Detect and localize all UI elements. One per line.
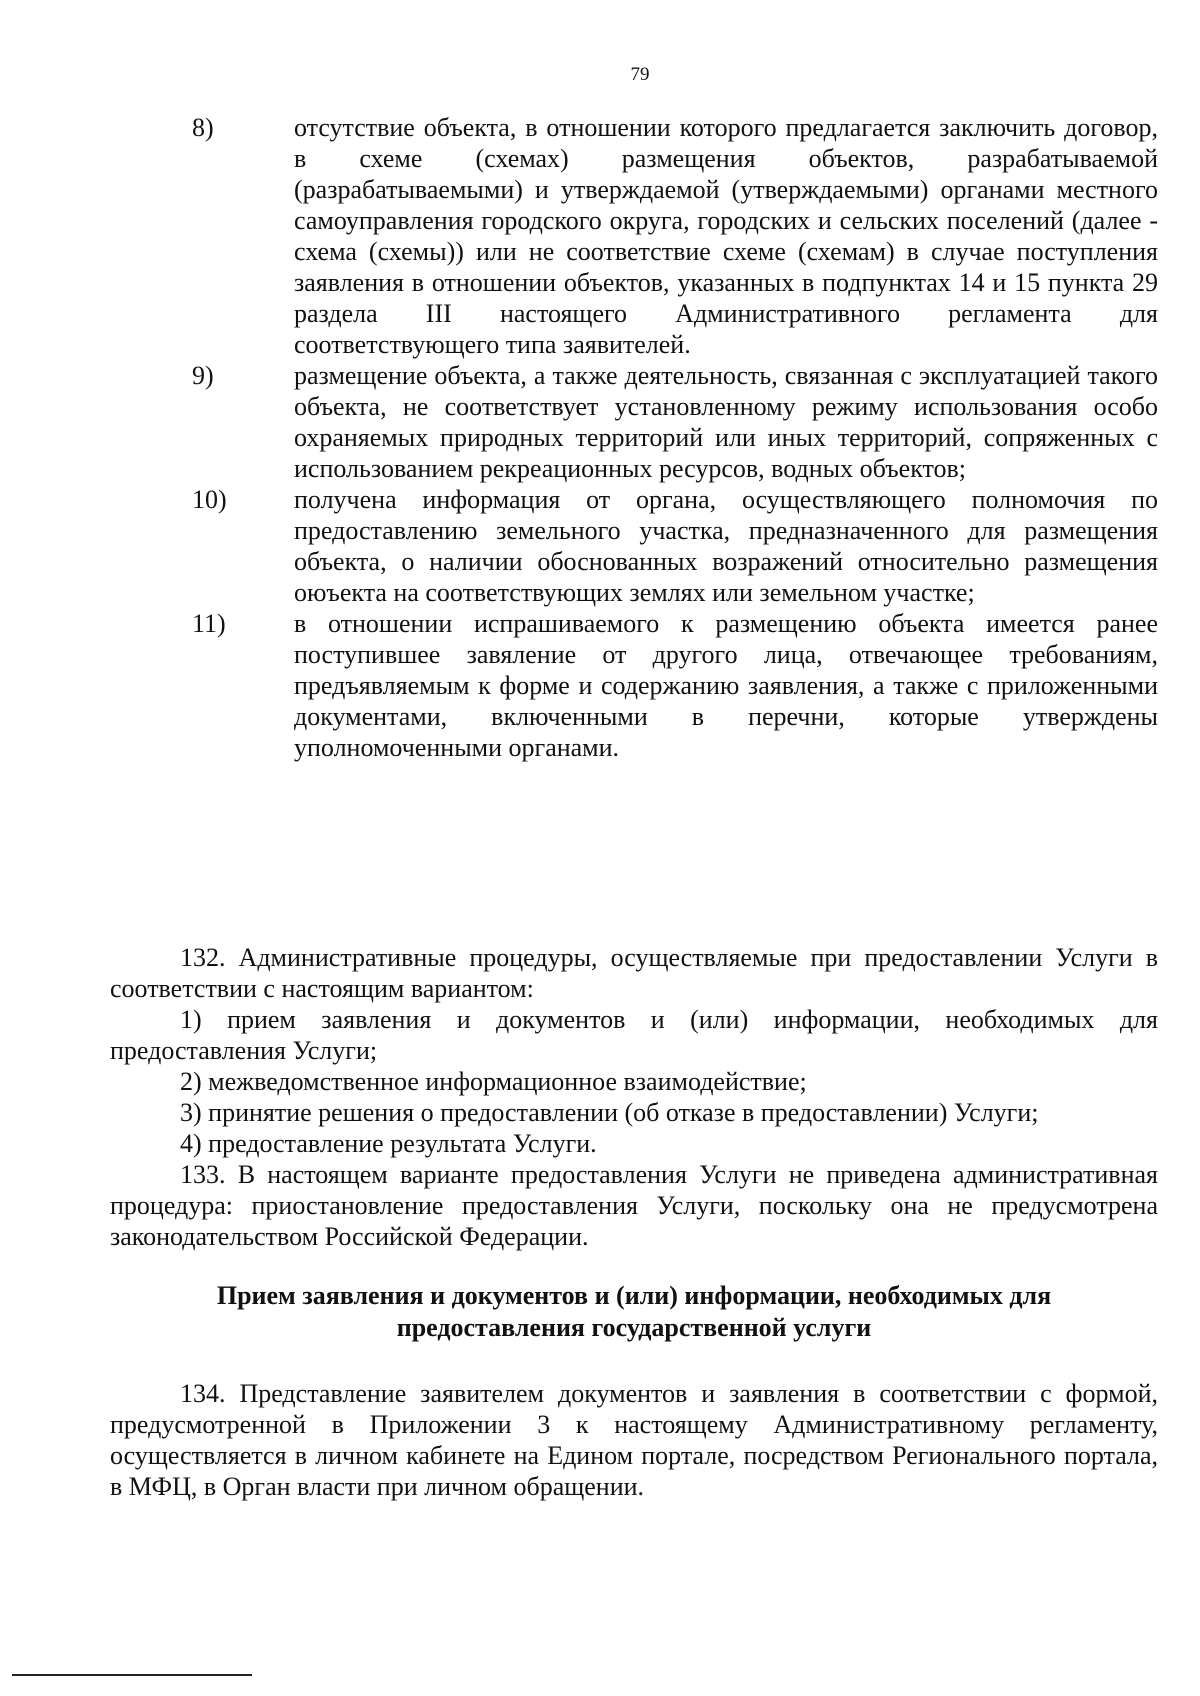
procedure-item-4: 4) предоставление результата Услуги. — [180, 1129, 597, 1158]
list-item — [192, 608, 1158, 763]
list-item — [192, 484, 1158, 608]
list-item — [192, 112, 1158, 360]
list-item-text: отсутствие объекта, в отношении которого предлагается заключить договор, в схеме (схемах) размещения объектов, разрабатываемой (разрабатываемыми) и утверждаемой (утверждаемыми) органами местного самоуправления городского округа, городских и сельских поселений (далее - схема (схемы)) или не соответствие схеме (схемам) в случае поступления заявления в отношении объектов, указанных в подпунктах 14 и 15 пункта 29 раздела III настоящего Административного регламента для соответствующего типа заявителей. — [294, 113, 1158, 359]
paragraph-134-block — [110, 1378, 1158, 1502]
list-item-text: получена информация от органа, осуществляющего полномочия по предоставлению земельного участка, предназначенного для размещения объекта, о наличии обоснованных возражений относительно размещения оюъекта на соответствующих землях или земельном участке; — [294, 485, 1158, 607]
procedure-item-2: 2) межведомственное информационное взаимодействие; — [180, 1067, 807, 1096]
grounds-list — [192, 112, 1158, 763]
list-item — [192, 360, 1158, 484]
section-heading — [110, 1280, 1158, 1344]
list-item-number: 9) — [192, 361, 214, 390]
list-item-number: 10) — [192, 485, 227, 514]
paragraph-132: 132. Административные процедуры, осуществляемые при предоставлении Услуги в соответствии с настоящим вариантом: — [110, 943, 1158, 1003]
procedure-item-3: 3) принятие решения о предоставлении (об отказе в предоставлении) Услуги; — [180, 1098, 1039, 1127]
list-item-text: в отношении испрашиваемого к размещению объекта имеется ранее поступившее завяление от другого лица, отвечающее требованиям, предъявляемым к форме и содержанию заявления, а также с приложенными документами, включенными в перечни, которые утверждены уполномоченными органами. — [294, 609, 1158, 762]
list-item-number: 11) — [192, 609, 226, 638]
paragraph-133: 133. В настоящем варианте предоставления Услуги не приведена административная процедура: приостановление предоставления Услуги, поскольку она не предусмотрена законодательством Российской Федерации. — [110, 1160, 1158, 1251]
section-heading-line-2: предоставления государственной услуги — [396, 1313, 872, 1342]
paragraph-134: 134. Представление заявителем документов и заявления в соответствии с формой, предусмотренной в Приложении 3 к настоящему Административному регламенту, осуществляется в личном кабинете на Едином портале, посредством Регионального портала, в МФЦ, в Орган власти при личном обращении. — [110, 1379, 1158, 1501]
footnote-separator — [12, 1674, 252, 1676]
section-heading-line-1: Прием заявления и документов и (или) информации, необходимых для — [216, 1281, 1052, 1310]
page-number: 79 — [630, 64, 650, 85]
procedure-item-1: 1) прием заявления и документов и (или) информации, необходимых для предоставления Услуги; — [110, 1005, 1158, 1065]
list-item-number: 8) — [192, 113, 214, 142]
list-item-text: размещение объекта, а также деятельность, связанная с эксплуатацией такого объекта, не соответствует установленному режиму использования особо охраняемых природных территорий или иных территорий, сопряженных с использованием рекреационных ресурсов, водных объектов; — [294, 361, 1158, 483]
procedures-block — [110, 942, 1158, 1252]
